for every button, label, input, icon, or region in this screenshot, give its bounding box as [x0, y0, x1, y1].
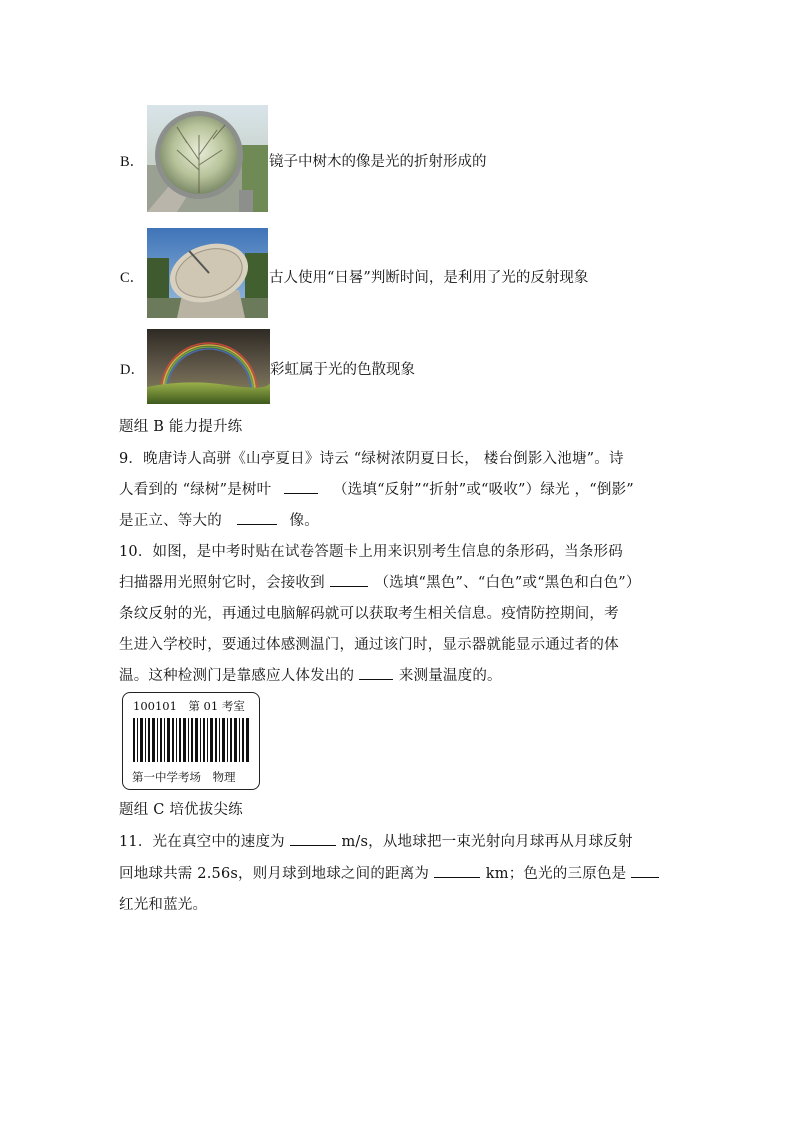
q10-line2 [119, 571, 641, 592]
q10-line5-text-a: 温。这种检测门是靠感应人体发出的 [119, 668, 355, 684]
q9-answer-blank-1[interactable] [284, 481, 318, 494]
q11-line2-text-b: km；色光的三原色是 [485, 866, 627, 882]
rainbow-photo [147, 329, 270, 404]
option-b-letter: B． [120, 154, 145, 170]
q9-line2 [119, 478, 634, 499]
barcode-bars-icon [133, 718, 249, 762]
magnifying-glass-tree-image [147, 105, 268, 212]
q10-line5-text-b: 来测量温度的。 [398, 668, 502, 684]
q10-line4: 生进入学校时，要通过体感测温门，通过该门时，显示器就能显示通过者的体 [119, 637, 619, 653]
q11-line1 [119, 830, 633, 851]
q10-line1: 10．如图，是中考时贴在试卷答题卡上用来识别考生信息的条形码，当条形码 [119, 544, 623, 560]
magnifying-glass-tree-photo [147, 105, 268, 212]
q9-line3 [119, 509, 319, 530]
option-d-text: 彩虹属于光的色散现象 [270, 362, 415, 378]
q11-answer-blank-3[interactable] [631, 865, 659, 878]
group-c-heading: 题组 C 培优拔尖练 [119, 802, 243, 818]
q11-answer-blank-2[interactable] [434, 865, 480, 878]
rainbow-image [147, 329, 270, 404]
q11-answer-blank-1[interactable] [290, 833, 336, 846]
sundial-photo [147, 228, 268, 318]
q9-answer-blank-2[interactable] [237, 512, 277, 525]
q10-line2-text-a: 扫描器用光照射它时，会接收到 [119, 575, 325, 591]
q9-line3-text-a: 是正立、等大的 [119, 513, 222, 529]
q11-line2-text-a: 回地球共需 2.56s，则月球到地球之间的距离为 [119, 866, 430, 882]
option-d-letter: D． [120, 362, 145, 378]
exam-barcode-label [122, 692, 260, 790]
q11-line3: 红光和蓝光。 [119, 897, 208, 913]
q9-line1: 9．晚唐诗人高骈《山亭夏日》诗云 “绿树浓阴夏日长， 楼台倒影入池塘”。诗 [119, 451, 624, 467]
q9-line3-text-b: 像。 [289, 513, 319, 529]
q10-line5 [119, 664, 502, 685]
q11-line1-text-a: 11．光在真空中的速度为 [119, 834, 285, 850]
q9-line2-text-a: 人看到的 “绿树”是树叶 [119, 482, 272, 498]
group-b-heading: 题组 B 能力提升练 [119, 419, 243, 435]
barcode-top-text: 100101 第 01 考室 [133, 699, 245, 713]
option-c-letter: C． [120, 270, 145, 286]
option-b-text: 镜子中树木的像是光的折射形成的 [269, 154, 487, 170]
q11-line1-text-b: m/s，从地球把一束光射向月球再从月球反射 [341, 834, 633, 850]
option-c-text: 古人使用“日晷”判断时间，是利用了光的反射现象 [269, 270, 589, 286]
barcode-bottom-text: 第一中学考场 物理 [132, 770, 236, 784]
q11-line2 [119, 862, 659, 883]
sundial-image [147, 228, 268, 318]
q10-line3: 条纹反射的光，再通过电脑解码就可以获取考生相关信息。疫情防控期间，考 [119, 606, 619, 622]
q10-answer-blank-2[interactable] [359, 667, 393, 680]
q9-line2-text-b: （选填“反射”“折射”或“吸收”）绿光 ，“倒影” [332, 482, 634, 498]
q10-answer-blank-1[interactable] [330, 574, 368, 587]
q10-line2-text-b: （选填“黑色”、“白色”或“黑色和白色”） [374, 575, 641, 591]
